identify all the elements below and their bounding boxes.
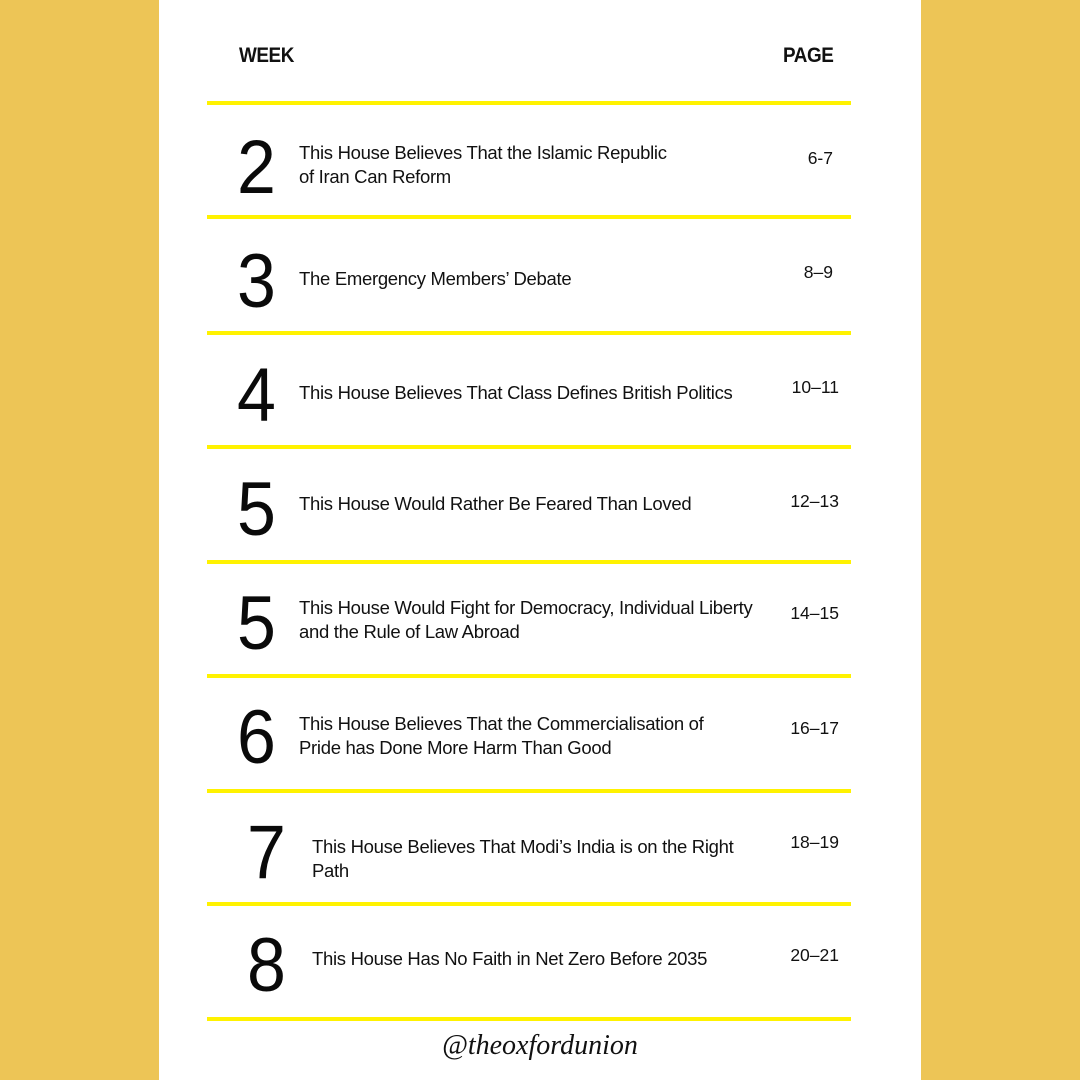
page-range: 18–19	[790, 832, 839, 852]
contents-page	[159, 0, 921, 1080]
week-number: 3	[237, 239, 276, 324]
page-range: 16–17	[790, 718, 839, 738]
debate-title: This House Would Fight for Democracy, Individual Liberty and the Rule of Law Abroad	[299, 597, 753, 642]
divider	[207, 1017, 851, 1021]
table-row	[159, 335, 921, 445]
week-column-header: WEEK	[239, 44, 294, 67]
table-row	[159, 449, 921, 559]
week-number: 4	[237, 353, 276, 438]
social-handle: @theoxfordunion	[442, 1030, 638, 1061]
debate-title: This House Has No Faith in Net Zero Before 2035	[312, 948, 708, 969]
table-row	[159, 906, 921, 1016]
table-row	[159, 219, 921, 329]
table-row	[159, 793, 921, 903]
page-range: 10–11	[791, 377, 839, 397]
debate-title: This House Believes That Class Defines British Politics	[299, 382, 733, 403]
week-number: 5	[237, 467, 276, 552]
table-row	[159, 678, 921, 788]
table-row	[159, 564, 921, 674]
page-range: 14–15	[790, 603, 839, 623]
week-number: 2	[237, 125, 276, 210]
page-range: 8–9	[803, 262, 833, 282]
week-number: 7	[247, 810, 286, 895]
debate-title: This House Believes That Modi’s India is on the Right Path	[312, 836, 734, 881]
table-row	[159, 105, 921, 215]
debate-title: This House Would Rather Be Feared Than Loved	[299, 493, 692, 514]
page-range: 6-7	[807, 148, 833, 168]
page-column-header: PAGE	[783, 44, 834, 67]
debate-title: This House Believes That the Commercialisation of Pride has Done More Harm Than Good	[299, 713, 704, 758]
debate-title: This House Believes That the Islamic Republic of Iran Can Reform	[299, 142, 667, 187]
page-range: 20–21	[790, 945, 839, 965]
week-number: 6	[237, 695, 276, 780]
page-range: 12–13	[790, 491, 839, 511]
week-number: 5	[237, 581, 276, 666]
debate-title: The Emergency Members’ Debate	[299, 268, 572, 289]
week-number: 8	[247, 923, 286, 1008]
